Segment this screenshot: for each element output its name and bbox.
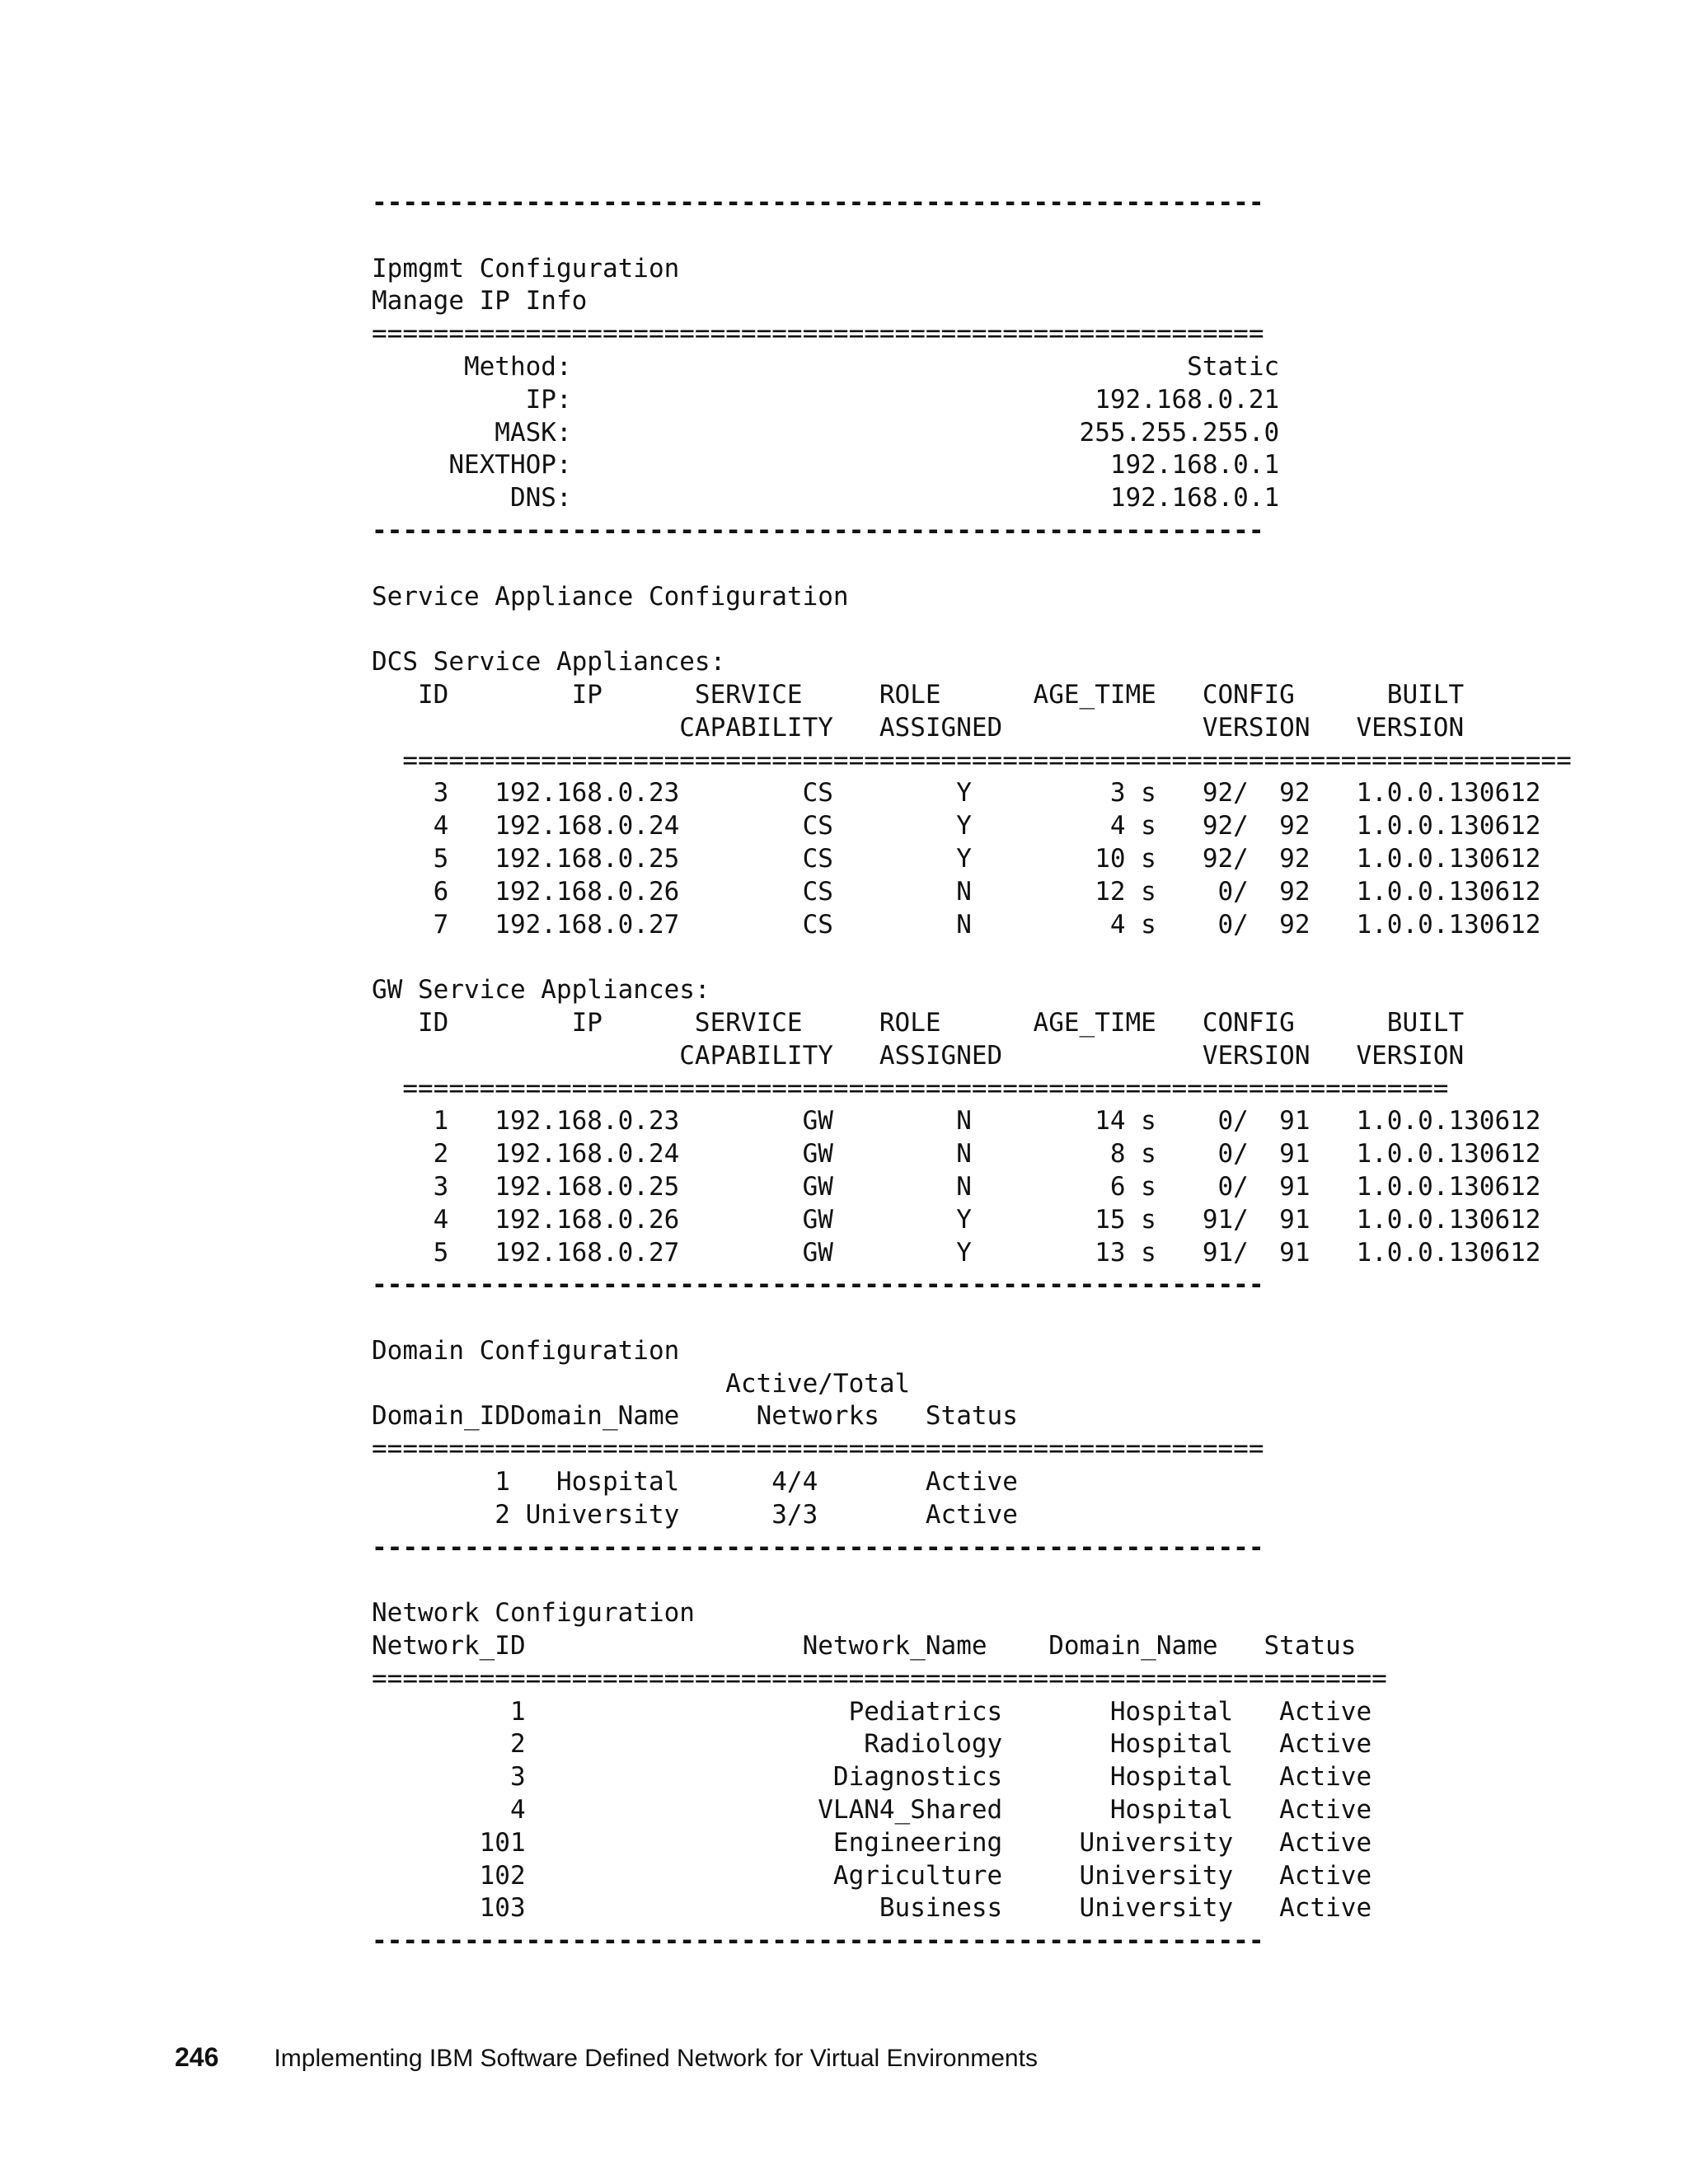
page-footer <box>175 2042 1038 2073</box>
console-line: 3 192.168.0.25 GW N 6 s 0/ 91 1.0.0.130612 <box>372 1171 1541 1202</box>
console-line: 101 Engineering University Active <box>372 1827 1372 1858</box>
console-line <box>372 548 1572 581</box>
console-line: ---------------------------------------------------------- <box>372 515 1264 546</box>
console-line: NEXTHOP: 192.168.0.1 <box>372 450 1280 480</box>
console-line: 4 192.168.0.26 GW Y 15 s 91/ 91 1.0.0.130612 <box>372 1204 1541 1235</box>
book-title: Implementing IBM Software Defined Network for Virtual Environments <box>274 2045 1038 2072</box>
console-line <box>372 613 1572 646</box>
console-line: Domain_IDDomain_Name Networks Status <box>372 1401 1018 1432</box>
console-line: ---------------------------------------------------------- <box>372 188 1264 218</box>
console-line: 2 192.168.0.24 GW N 8 s 0/ 91 1.0.0.130612 <box>372 1139 1541 1169</box>
console-line: ID IP SERVICE ROLE AGE_TIME CONFIG BUILT <box>372 1007 1465 1038</box>
page-number: 246 <box>175 2042 219 2072</box>
console-line: MASK: 255.255.255.0 <box>372 417 1280 448</box>
console-line: 5 192.168.0.27 GW Y 13 s 91/ 91 1.0.0.130612 <box>372 1237 1541 1268</box>
console-line: Manage IP Info <box>372 286 588 316</box>
console-line: CAPABILITY ASSIGNED VERSION VERSION <box>372 712 1465 743</box>
console-line: Domain Configuration <box>372 1335 680 1366</box>
console-line: Method: Static <box>372 351 1280 382</box>
console-line: ================================================================== <box>372 1663 1387 1694</box>
console-output <box>372 187 1572 1958</box>
console-line <box>372 941 1572 974</box>
console-line: ========================================================== <box>372 319 1264 349</box>
console-line: 7 192.168.0.27 CS N 4 s 0/ 92 1.0.0.130612 <box>372 909 1541 940</box>
console-line: 1 Hospital 4/4 Active <box>372 1467 1018 1497</box>
console-line <box>372 220 1572 253</box>
console-line: ---------------------------------------------------------- <box>372 1532 1264 1563</box>
console-line: DNS: 192.168.0.1 <box>372 483 1280 513</box>
console-line: GW Service Appliances: <box>372 975 710 1005</box>
console-line: CAPABILITY ASSIGNED VERSION VERSION <box>372 1040 1465 1071</box>
console-line: 4 VLAN4_Shared Hospital Active <box>372 1795 1372 1825</box>
console-line: ==================================================================== <box>372 1073 1449 1104</box>
console-line: 5 192.168.0.25 CS Y 10 s 92/ 92 1.0.0.130612 <box>372 843 1541 874</box>
console-line: Ipmgmt Configuration <box>372 253 680 284</box>
console-line: 102 Agriculture University Active <box>372 1860 1372 1891</box>
console-line: 6 192.168.0.26 CS N 12 s 0/ 92 1.0.0.130612 <box>372 876 1541 907</box>
console-line: ---------------------------------------------------------- <box>372 1270 1264 1301</box>
console-line: 1 Pediatrics Hospital Active <box>372 1696 1372 1727</box>
console-line: Active/Total <box>372 1368 911 1399</box>
console-line: ========================================================== <box>372 1434 1264 1465</box>
console-line <box>372 1302 1572 1335</box>
console-line: Service Appliance Configuration <box>372 581 849 612</box>
console-line: 3 Diagnostics Hospital Active <box>372 1762 1372 1793</box>
console-line: 2 University 3/3 Active <box>372 1499 1018 1530</box>
console-line: Network Configuration <box>372 1598 695 1629</box>
console-line: ID IP SERVICE ROLE AGE_TIME CONFIG BUILT <box>372 679 1465 710</box>
console-line: 4 192.168.0.24 CS Y 4 s 92/ 92 1.0.0.130612 <box>372 811 1541 841</box>
console-line: 2 Radiology Hospital Active <box>372 1729 1372 1760</box>
console-line <box>372 1564 1572 1597</box>
console-line: DCS Service Appliances: <box>372 647 726 677</box>
console-line: ---------------------------------------------------------- <box>372 1926 1264 1957</box>
console-line: ============================================================================ <box>372 745 1572 776</box>
console-line: IP: 192.168.0.21 <box>372 384 1280 415</box>
console-line: 3 192.168.0.23 CS Y 3 s 92/ 92 1.0.0.130612 <box>372 778 1541 808</box>
console-line: 103 Business University Active <box>372 1893 1372 1924</box>
console-line: 1 192.168.0.23 GW N 14 s 0/ 91 1.0.0.130612 <box>372 1106 1541 1137</box>
console-line: Network_ID Network_Name Domain_Name Status <box>372 1631 1357 1661</box>
